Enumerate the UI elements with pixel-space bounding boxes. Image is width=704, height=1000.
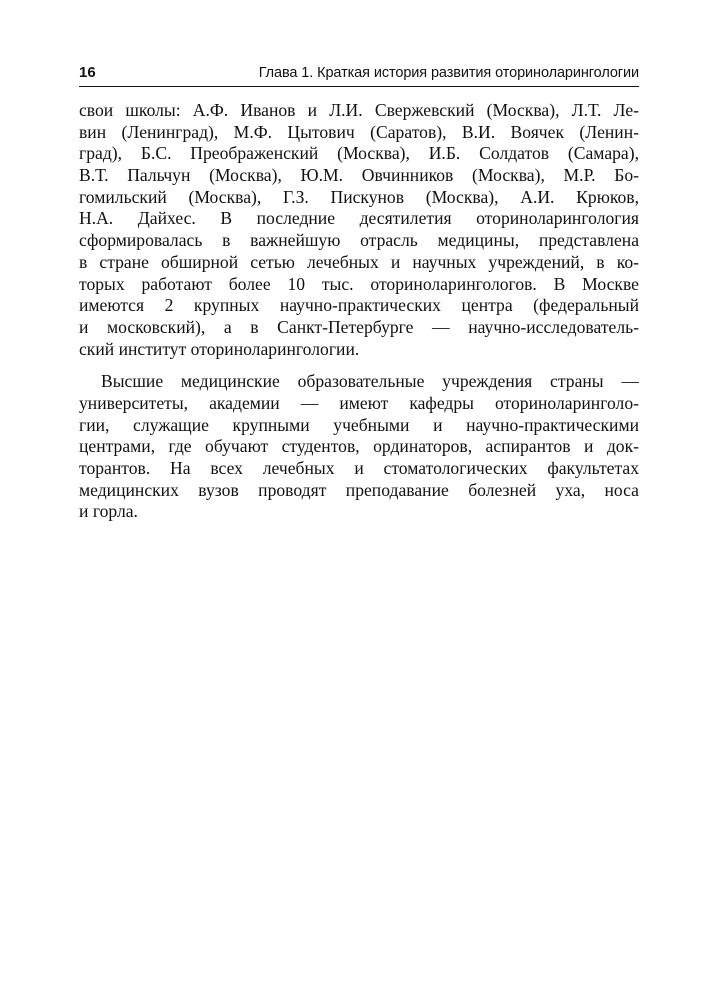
text-line: свои школы: А.Ф. Иванов и Л.И. Свержевский (Москва), Л.Т. Ле- bbox=[79, 100, 639, 120]
body-text bbox=[79, 100, 639, 523]
paragraph-1 bbox=[79, 100, 639, 360]
text-line: вин (Ленинград), М.Ф. Цытович (Саратов), В.И. Воячек (Ленин- bbox=[79, 121, 639, 142]
text-line: имеются 2 крупных научно-практических центра (федеральный bbox=[79, 295, 639, 316]
text-line: ский институт оториноларингологии. bbox=[79, 338, 360, 359]
page-number: 16 bbox=[79, 64, 96, 81]
text-line: Высшие медицинские образовательные учреждения страны — bbox=[101, 371, 639, 392]
text-line: центрами, где обучают студентов, ординаторов, аспирантов и док- bbox=[79, 436, 639, 457]
running-title: Глава 1. Краткая история развития оториноларингологии bbox=[258, 65, 639, 81]
text-line: и московский), а в Санкт-Петербурге — научно-исследователь- bbox=[79, 316, 639, 337]
text-line: торых работают более 10 тыс. оториноларингологов. В Москве bbox=[79, 273, 639, 294]
text-line: сформировалась в важнейшую отрасль медицины, представлена bbox=[79, 230, 639, 251]
text-line: Н.А. Дайхес. В последние десятилетия оториноларингология bbox=[79, 208, 639, 229]
page-header bbox=[79, 62, 639, 87]
text-line: и горла. bbox=[79, 501, 138, 522]
text-line: торантов. На всех лечебных и стоматологических факультетах bbox=[79, 458, 639, 478]
text-line: университеты, академии — имеют кафедры оториноларинголо- bbox=[79, 392, 639, 413]
paragraph-2 bbox=[79, 371, 639, 523]
paragraph-spacing bbox=[79, 360, 639, 371]
text-line: медицинских вузов проводят преподавание болезней уха, носа bbox=[79, 479, 639, 500]
text-line: в стране обширной сетью лечебных и научных учреждений, в ко- bbox=[79, 251, 639, 272]
text-line: гомильский (Москва), Г.З. Пискунов (Москва), А.И. Крюков, bbox=[79, 186, 639, 207]
text-line: град), Б.С. Преображенский (Москва), И.Б. Солдатов (Самара), bbox=[79, 143, 639, 164]
text-line: В.Т. Пальчун (Москва), Ю.М. Овчинников (Москва), М.Р. Бо- bbox=[79, 165, 639, 186]
text-line: гии, служащие крупными учебными и научно-практическими bbox=[79, 414, 639, 435]
